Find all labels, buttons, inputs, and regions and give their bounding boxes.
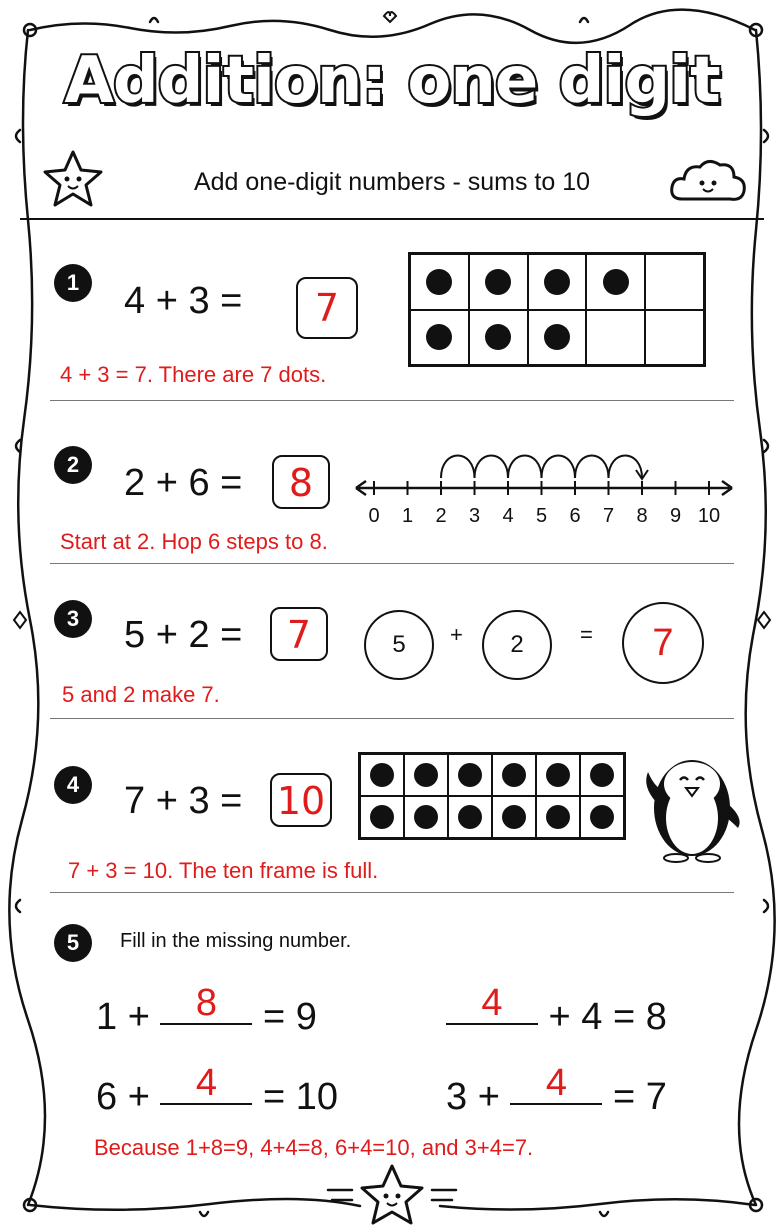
number-line-label: 4 — [502, 505, 514, 527]
ten-frame-cell — [536, 796, 580, 838]
q2-addend-a: 2 — [124, 462, 146, 504]
q5-problem-2 — [446, 982, 667, 1039]
number-line-label: 2 — [435, 505, 447, 527]
counter-dot — [426, 269, 452, 295]
counter-dot — [544, 324, 570, 350]
penguin-icon — [640, 742, 746, 864]
q4-explanation: 7 + 3 = 10. The ten frame is full. — [68, 858, 379, 883]
subtitle: Add one-digit numbers - sums to 10 — [193, 168, 591, 196]
q1-plus: + — [155, 280, 178, 322]
number-line-label: 7 — [602, 505, 615, 527]
q2-plus: + — [155, 462, 178, 504]
ten-frame-cell — [469, 310, 528, 366]
number-line-label: 0 — [368, 505, 380, 527]
number-line-label: 1 — [401, 505, 414, 527]
counter-dot — [546, 805, 570, 829]
hop-arc — [441, 456, 475, 479]
section-divider — [50, 718, 734, 719]
question-number-5: 5 — [54, 924, 92, 962]
bottom-star-icon — [322, 1160, 462, 1228]
hop-arc — [475, 456, 509, 479]
ten-frame-cell — [645, 254, 704, 310]
q3-explanation: 5 and 2 make 7. — [62, 682, 220, 707]
hop-arc — [609, 456, 643, 479]
counter-dot — [458, 805, 482, 829]
ten-frame-cell — [360, 754, 404, 796]
q1-addend-b: 3 — [188, 280, 210, 322]
number-line-label: 5 — [535, 505, 548, 527]
ten-frame-cell — [410, 254, 469, 310]
q5-p1-prefix: 1 + — [96, 996, 161, 1038]
q4-ten-frame — [358, 752, 626, 840]
number-line-label: 9 — [669, 505, 682, 527]
q5-p4-prefix: 3 + — [446, 1076, 511, 1118]
q2-addend-b: 6 — [188, 462, 210, 504]
q3-circle-answer: 7 — [622, 602, 704, 684]
q5-p3-suffix: = 10 — [252, 1076, 339, 1118]
ten-frame-cell — [448, 754, 492, 796]
ten-frame-cell — [448, 796, 492, 838]
counter-dot — [502, 805, 526, 829]
ten-frame-cell — [492, 754, 536, 796]
q3-addend-b: 2 — [188, 614, 210, 656]
q5-problem-3 — [96, 1062, 339, 1119]
counter-dot — [458, 763, 482, 787]
counter-dot — [414, 763, 438, 787]
question-number-3: 3 — [54, 600, 92, 638]
q4-plus: + — [155, 780, 178, 822]
counter-dot — [603, 269, 629, 295]
section-divider — [50, 892, 734, 893]
q4-addend-b: 3 — [188, 780, 210, 822]
ten-frame-cell — [469, 254, 528, 310]
q5-p1-blank[interactable]: 8 — [160, 983, 252, 1025]
counter-dot — [590, 763, 614, 787]
q1-ten-frame — [408, 252, 706, 367]
ten-frame-cell — [580, 796, 624, 838]
q3-circle-plus: + — [450, 622, 463, 647]
counter-dot — [370, 763, 394, 787]
q1-answer-box[interactable]: 7 — [296, 277, 358, 339]
q1-explanation: 4 + 3 = 7. There are 7 dots. — [60, 362, 327, 387]
q5-p2-suffix: + 4 = 8 — [538, 996, 667, 1038]
counter-dot — [544, 269, 570, 295]
ten-frame-cell — [528, 254, 587, 310]
counter-dot — [502, 763, 526, 787]
q3-circle-equals: = — [580, 622, 593, 647]
q2-equation — [124, 462, 242, 505]
q3-equals: = — [220, 614, 243, 656]
q1-equals: = — [220, 280, 243, 322]
q2-answer-box[interactable]: 8 — [272, 455, 330, 509]
counter-dot — [590, 805, 614, 829]
hop-arc — [508, 456, 542, 479]
q4-addend-a: 7 — [124, 780, 146, 822]
q3-circle-a: 5 — [364, 610, 434, 680]
ten-frame-cell — [492, 796, 536, 838]
ten-frame-cell — [536, 754, 580, 796]
q5-p3-blank[interactable]: 4 — [160, 1063, 252, 1105]
section-divider — [50, 400, 734, 401]
q5-p3-prefix: 6 + — [96, 1076, 161, 1118]
counter-dot — [426, 324, 452, 350]
q2-number-line — [352, 440, 742, 532]
counter-dot — [485, 269, 511, 295]
q5-p2-blank[interactable]: 4 — [446, 983, 538, 1025]
q2-equals: = — [220, 462, 243, 504]
ten-frame-cell — [404, 796, 448, 838]
page-title: Addition: one digit — [64, 44, 720, 118]
question-number-4: 4 — [54, 766, 92, 804]
cloud-icon — [668, 155, 748, 205]
counter-dot — [414, 805, 438, 829]
q1-addend-a: 4 — [124, 280, 146, 322]
q5-instruction: Fill in the missing number. — [120, 930, 352, 952]
number-line-label: 8 — [636, 505, 648, 527]
header-divider — [20, 218, 764, 220]
question-number-2: 2 — [54, 446, 92, 484]
counter-dot — [485, 324, 511, 350]
ten-frame-cell — [404, 754, 448, 796]
q2-explanation: Start at 2. Hop 6 steps to 8. — [60, 529, 328, 554]
ten-frame-cell — [528, 310, 587, 366]
section-divider — [50, 563, 734, 564]
ten-frame-cell — [580, 754, 624, 796]
number-line-label: 10 — [697, 505, 721, 527]
number-line-label: 3 — [468, 505, 481, 527]
hop-arc — [575, 456, 609, 479]
q3-answer-box[interactable]: 7 — [270, 607, 328, 661]
q3-plus: + — [155, 614, 178, 656]
q5-problem-4 — [446, 1062, 667, 1119]
ten-frame-cell — [410, 310, 469, 366]
hop-arc — [542, 456, 576, 479]
q1-equation — [124, 280, 242, 323]
q4-equation — [124, 780, 242, 823]
q3-circle-b: 2 — [482, 610, 552, 680]
counter-dot — [546, 763, 570, 787]
q4-equals: = — [220, 780, 243, 822]
ten-frame-cell — [586, 310, 645, 366]
number-line-label: 6 — [569, 505, 581, 527]
ten-frame-cell — [360, 796, 404, 838]
q5-p4-blank[interactable]: 4 — [510, 1063, 602, 1105]
q5-problem-1 — [96, 982, 317, 1039]
q3-equation — [124, 614, 242, 657]
counter-dot — [370, 805, 394, 829]
q4-answer-box[interactable]: 10 — [270, 773, 332, 827]
q3-addend-a: 5 — [124, 614, 146, 656]
q5-p1-suffix: = 9 — [252, 996, 317, 1038]
ten-frame-cell — [645, 310, 704, 366]
ten-frame-cell — [586, 254, 645, 310]
question-number-1: 1 — [54, 264, 92, 302]
q5-p4-suffix: = 7 — [602, 1076, 667, 1118]
q5-explanation: Because 1+8=9, 4+4=8, 6+4=10, and 3+4=7. — [94, 1135, 534, 1160]
